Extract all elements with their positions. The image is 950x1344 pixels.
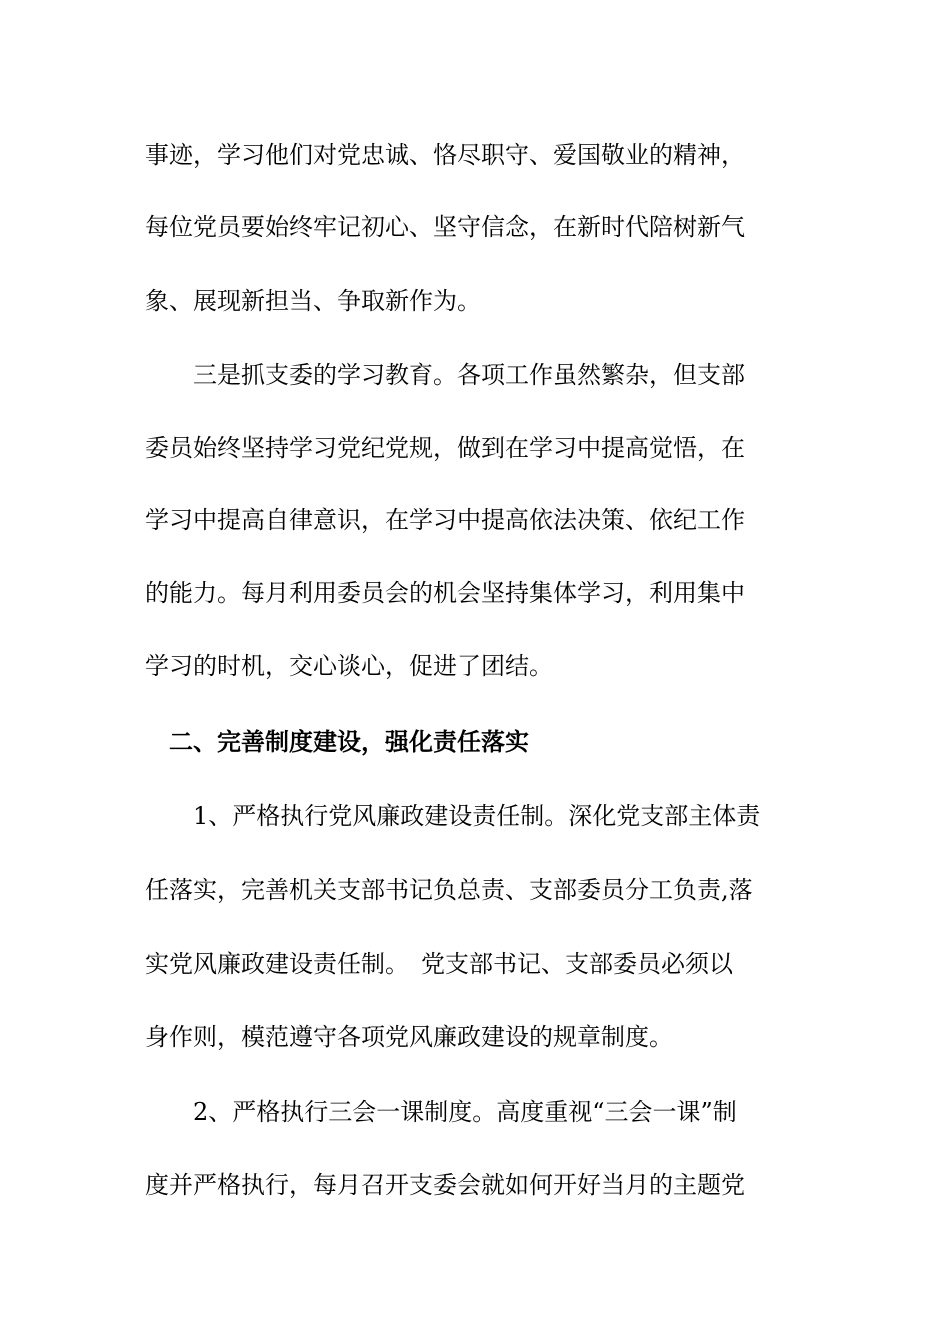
body-text-line: 的能力。每月利用委员会的机会坚持集体学习，利用集中 [145, 579, 745, 607]
body-text-line: 实党风廉政建设责任制。 党支部书记、支部委员必须以 [145, 950, 733, 978]
body-text-line: 三是抓支委的学习教育。各项工作虽然繁杂，但支部 [145, 361, 745, 389]
body-text-line: 任落实，完善机关支部书记负总责、支部委员分工负责,落 [145, 876, 753, 904]
body-text-line: 身作则，模范遵守各项党风廉政建设的规章制度。 [145, 1023, 673, 1051]
body-text-line: 2、严格执行三会一课制度。高度重视“三会一课”制 [145, 1098, 737, 1126]
body-text-line: 事迹，学习他们对党忠诚、恪尽职守、爱国敬业的精神， [145, 141, 745, 169]
body-text-line: 委员始终坚持学习党纪党规，做到在学习中提高觉悟，在 [145, 434, 745, 462]
body-text-line: 度并严格执行，每月召开支委会就如何开好当月的主题党 [145, 1171, 745, 1199]
body-text-line: 每位党员要始终牢记初心、坚守信念，在新时代陪树新气 [145, 213, 745, 241]
body-text-line: 象、展现新担当、争取新作为。 [145, 287, 481, 315]
body-text-line: 学习中提高自律意识，在学习中提高依法决策、依纪工作 [145, 506, 745, 534]
body-text-line: 1、严格执行党风廉政建设责任制。深化党支部主体责 [145, 802, 761, 830]
body-text-line: 学习的时机，交心谈心，促进了团结。 [145, 652, 553, 680]
section-heading: 二、完善制度建设，强化责任落实 [145, 727, 529, 756]
